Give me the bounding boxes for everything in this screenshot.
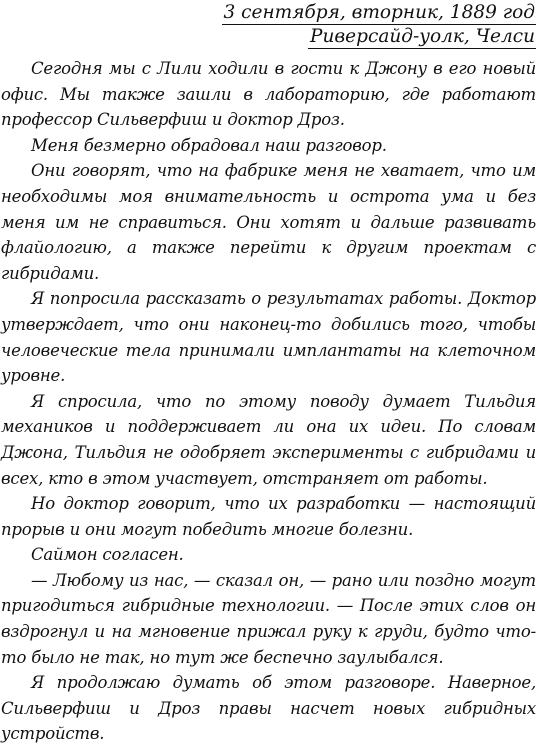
entry-location: Риверсайд-уолк, Челси: [310, 26, 535, 47]
entry-date: 3 сентября, вторник, 1889 год: [223, 2, 535, 23]
paragraph-5: Я спросила, что по этому поводу думает Тильдия механиков и поддерживает ли она их идеи. По словам Джона, Тильдия не одобряет эксперименты с гибридами и всех, кто в этом участвует, отстраняет от работы.: [1, 391, 536, 488]
paragraph-6: Но доктор говорит, что их разработки — настоящий прорыв и они могут победить многие болезни.: [1, 494, 536, 539]
entry-body: [0, 56, 540, 747]
paragraph-3: Они говорят, что на фабрике меня не хватает, что им необходимы моя внимательность и острота ума и без меня им не справиться. Они хотят и дальше развивать флайологию, а также перейти к другим проектам с гибридами.: [1, 161, 536, 283]
paragraph-7: Саймон согласен.: [31, 545, 184, 565]
paragraph-2: Меня безмерно обрадовал наш разговор.: [31, 135, 387, 155]
paragraph-4: Я попросила рассказать о результатах работы. Доктор утверждает, что они наконец-то добились того, чтобы человеческие тела принимали имплантаты на клеточном уровне.: [1, 289, 536, 386]
paragraph-9: Я продолжаю думать об этом разговоре. Наверное, Сильверфиш и Дроз правы насчет новых гибридных устройств.: [1, 673, 536, 744]
paragraph-1: Сегодня мы с Лили ходили в гости к Джону в его новый офис. Мы также зашли в лабораторию, где работают профессор Сильверфиш и доктор Дроз.: [1, 59, 536, 130]
entry-header: [0, 2, 540, 50]
paragraph-8: — Любому из нас, — сказал он, — рано или поздно могут пригодиться гибридные технологии. — После этих слов он вздрогнул и на мгновение прижал руку к груди, будто что-то было не так, но тут же беспечно заулыбался.: [1, 570, 536, 667]
